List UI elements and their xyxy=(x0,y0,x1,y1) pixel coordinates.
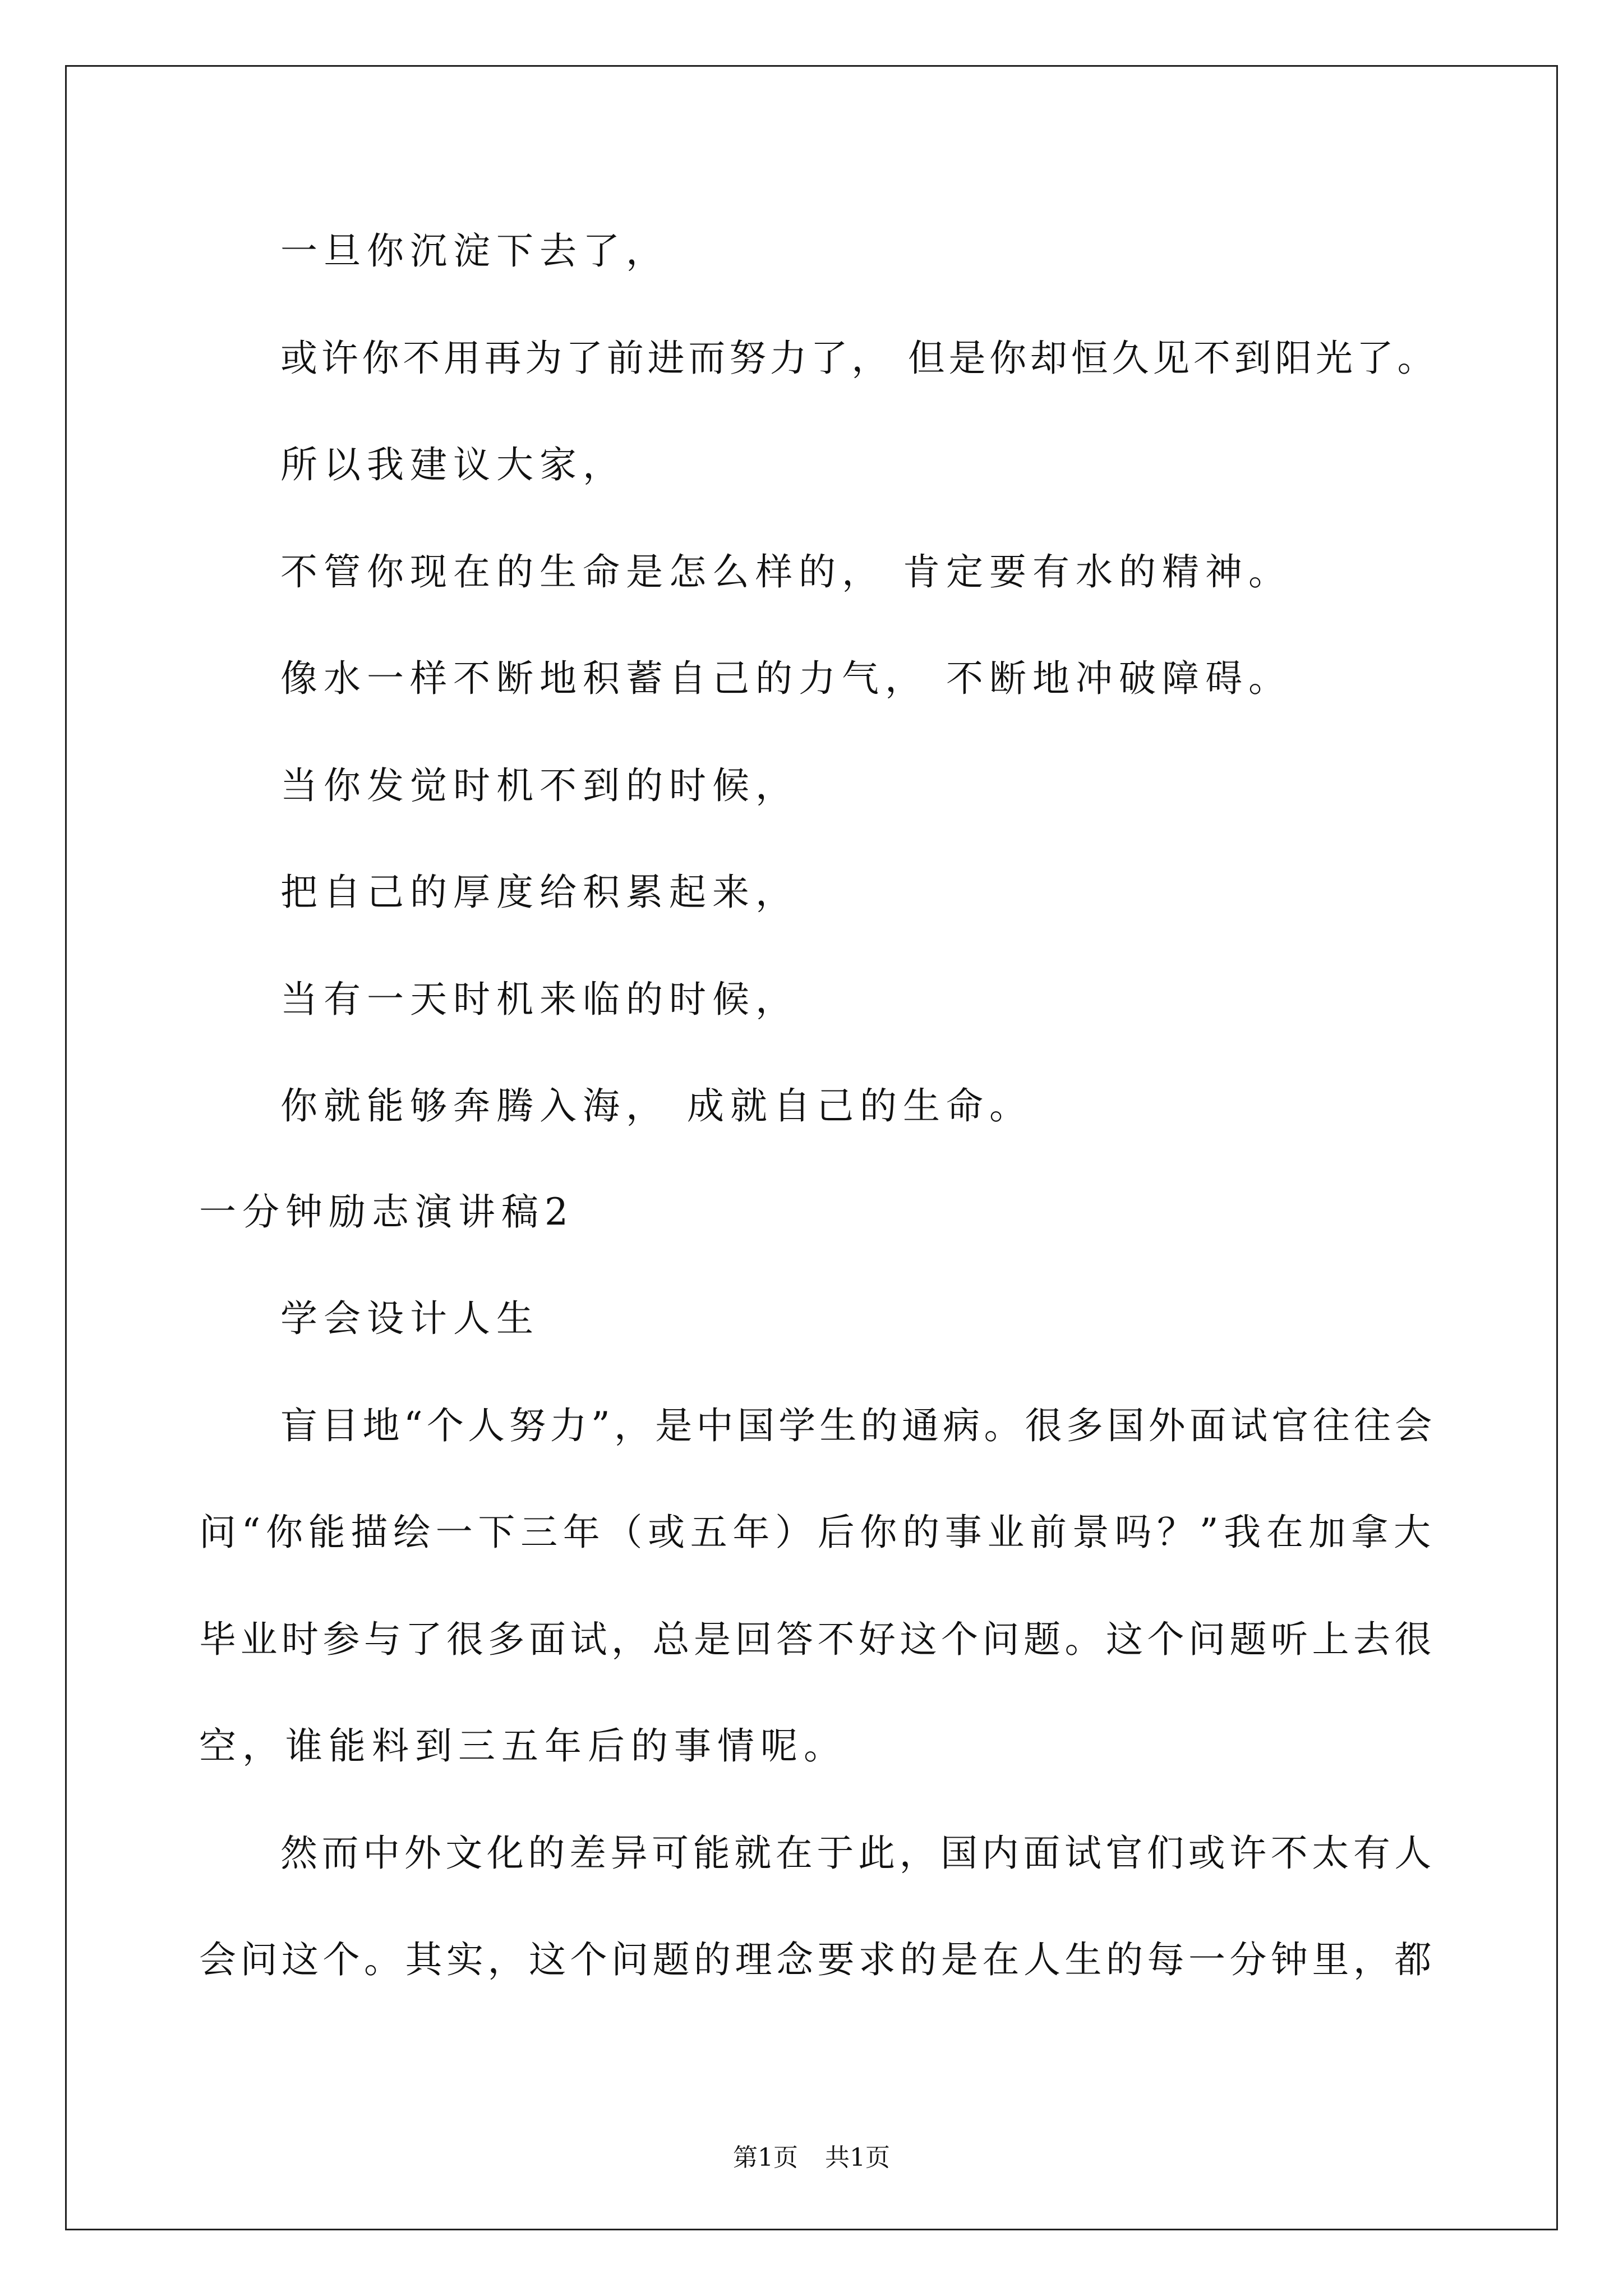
text-line: 像水一样不断地积蓄自己的力气， 不断地冲破障碍。 xyxy=(280,657,1292,700)
text-line: 当你发觉时机不到的时候， xyxy=(280,764,799,807)
text-line: 不管你现在的生命是怎么样的， 肯定要有水的精神。 xyxy=(280,550,1292,593)
text-line: 或许你不用再为了前进而努力了， 但是你却恒久见不到阳光了。 xyxy=(280,337,1438,380)
paragraph-line: 空，谁能料到三五年后的事情呢。 xyxy=(199,1724,847,1768)
page-number: 第1页 xyxy=(733,2143,798,2172)
page-border xyxy=(65,65,1558,2230)
text-line: 把自己的厚度给积累起来， xyxy=(280,871,799,914)
paragraph-line: 毕业时参与了很多面试，总是回答不好这个问题。这个问题听上去很 xyxy=(199,1618,1436,1661)
text-line: 当有一天时机来临的时候， xyxy=(280,978,799,1021)
page-total: 共1页 xyxy=(825,2143,890,2172)
section-heading: 一分钟励志演讲稿2 xyxy=(199,1190,574,1234)
paragraph-line: 会问这个。其实，这个问题的理念要求的是在人生的每一分钟里，都 xyxy=(199,1938,1436,1981)
page-footer xyxy=(0,2143,1623,2172)
paragraph-line: 然而中外文化的差异可能就在于此，国内面试官们或许不太有人 xyxy=(280,1832,1436,1875)
section-subtitle: 学会设计人生 xyxy=(280,1297,540,1340)
text-line: 所以我建议大家， xyxy=(280,443,626,486)
text-line: 一旦你沉淀下去了， xyxy=(280,229,669,273)
text-line: 你就能够奔腾入海， 成就自己的生命。 xyxy=(280,1084,1032,1128)
paragraph-line: 问“你能描绘一下三年（或五年）后你的事业前景吗？”我在加拿大 xyxy=(199,1511,1436,1554)
paragraph-line: 盲目地“个人努力”，是中国学生的通病。很多国外面试官往往会 xyxy=(280,1404,1436,1447)
